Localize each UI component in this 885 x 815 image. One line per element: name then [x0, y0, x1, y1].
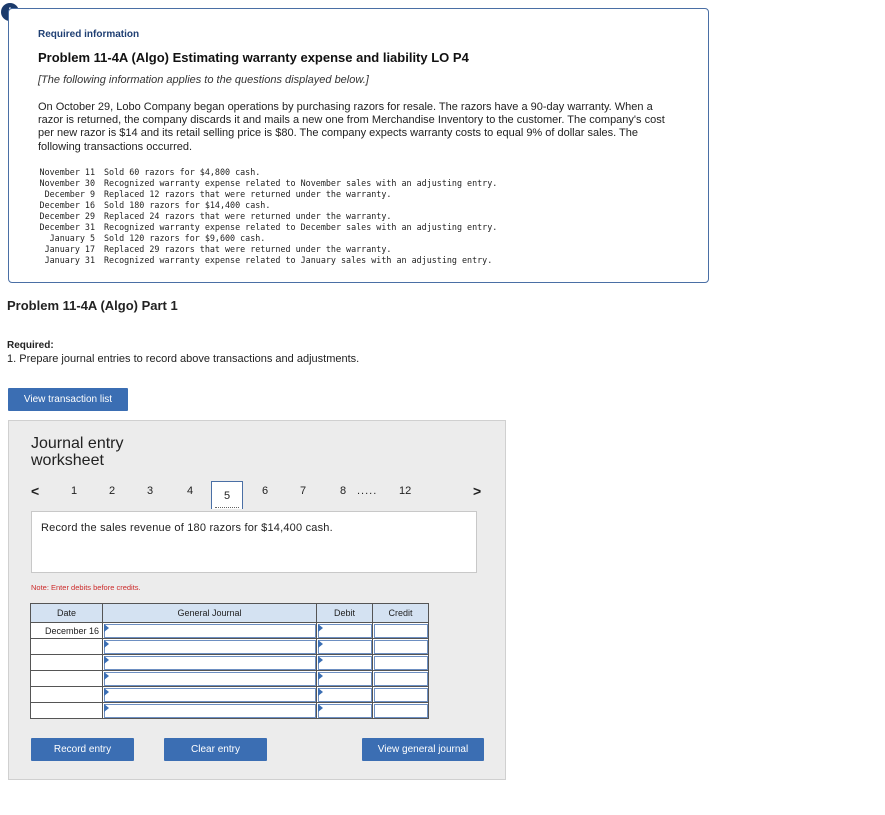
transaction-row [38, 222, 497, 233]
transaction-text: Recognized warranty expense related to January sales with an adjusting entry. [104, 255, 493, 265]
transaction-row [38, 189, 497, 200]
page-7[interactable]: 7 [300, 485, 307, 497]
transaction-row [38, 167, 497, 178]
debit-input[interactable] [317, 623, 373, 639]
transaction-date: November 30 [39, 178, 95, 188]
part-title: Problem 11-4A (Algo) Part 1 [7, 298, 178, 313]
transaction-text: Sold 60 razors for $4,800 cash. [104, 167, 261, 177]
transaction-date: January 5 [49, 233, 95, 243]
date-cell[interactable] [31, 655, 103, 671]
credit-input[interactable] [373, 703, 429, 719]
next-arrow-icon[interactable]: > [473, 483, 482, 499]
debit-input[interactable] [317, 655, 373, 671]
required-text: 1. Prepare journal entries to record above transactions and adjustments. [7, 353, 360, 365]
debit-header: Debit [317, 604, 373, 623]
date-cell[interactable] [31, 703, 103, 719]
transaction-row [38, 233, 497, 244]
credit-input[interactable] [373, 671, 429, 687]
general-journal-header: General Journal [103, 604, 317, 623]
transaction-date: January 17 [44, 244, 95, 254]
page-5-current[interactable]: 5 [211, 481, 243, 509]
page-1[interactable]: 1 [71, 485, 78, 497]
entry-note: Note: Enter debits before credits. [31, 583, 141, 592]
info-label: Required information [38, 29, 140, 40]
credit-input[interactable] [373, 655, 429, 671]
problem-intro: On October 29, Lobo Company began operations by purchasing razors for resale. The razors have a 90-day warranty. When a razor is returned, the company discards it and mails a new one from Merchandise Inventory to the customer. The company's cost per new razor is $14 and its retail selling price is $80. The company expects warranty costs to equal 9% of dollar sales. The following transactions occurred. [38, 101, 665, 153]
transaction-date: December 29 [39, 211, 95, 221]
page-4[interactable]: 4 [187, 485, 194, 497]
journal-table [30, 603, 429, 719]
record-entry-button[interactable]: Record entry [31, 738, 134, 761]
credit-input[interactable] [373, 687, 429, 703]
table-row [31, 703, 429, 719]
transaction-row [38, 178, 497, 189]
transaction-date: December 31 [39, 222, 95, 232]
date-cell[interactable] [31, 671, 103, 687]
problem-title: Problem 11-4A (Algo) Estimating warranty expense and liability LO P4 [38, 50, 469, 65]
required-information-panel [8, 8, 709, 283]
account-input[interactable] [103, 639, 317, 655]
task-description-box [31, 511, 477, 573]
task-text: Record the sales revenue of 180 razors for $14,400 cash. [41, 522, 333, 534]
transaction-list [38, 167, 497, 266]
debit-input[interactable] [317, 639, 373, 655]
credit-input[interactable] [373, 639, 429, 655]
transaction-text: Replaced 24 razors that were returned under the warranty. [104, 211, 392, 221]
prev-arrow-icon[interactable]: < [31, 483, 40, 499]
page-ellipsis: ..... [357, 485, 378, 497]
transaction-row [38, 244, 497, 255]
table-row [31, 687, 429, 703]
transaction-row [38, 200, 497, 211]
transaction-row [38, 211, 497, 222]
transaction-text: Sold 120 razors for $9,600 cash. [104, 233, 266, 243]
table-header-row [31, 604, 429, 623]
account-input[interactable] [103, 623, 317, 639]
view-transaction-list-button[interactable]: View transaction list [8, 388, 128, 411]
account-input[interactable] [103, 703, 317, 719]
transaction-date: November 11 [39, 167, 95, 177]
date-header: Date [31, 604, 103, 623]
journal-entry-worksheet [8, 420, 506, 780]
page-6[interactable]: 6 [262, 485, 269, 497]
transaction-date: December 9 [44, 189, 95, 199]
account-input[interactable] [103, 671, 317, 687]
account-input[interactable] [103, 687, 317, 703]
debit-input[interactable] [317, 671, 373, 687]
debit-input[interactable] [317, 703, 373, 719]
transaction-text: Recognized warranty expense related to November sales with an adjusting entry. [104, 178, 498, 188]
transaction-date: January 31 [44, 255, 95, 265]
table-row [31, 639, 429, 655]
transaction-text: Recognized warranty expense related to December sales with an adjusting entry. [104, 222, 498, 232]
table-row [31, 671, 429, 687]
view-general-journal-button[interactable]: View general journal [362, 738, 484, 761]
transaction-text: Replaced 29 razors that were returned under the warranty. [104, 244, 392, 254]
account-input[interactable] [103, 655, 317, 671]
table-row [31, 623, 429, 639]
credit-header: Credit [373, 604, 429, 623]
date-cell[interactable]: December 16 [31, 623, 103, 639]
table-row [31, 655, 429, 671]
date-cell[interactable] [31, 639, 103, 655]
page-2[interactable]: 2 [109, 485, 116, 497]
transaction-text: Sold 180 razors for $14,400 cash. [104, 200, 271, 210]
transaction-text: Replaced 12 razors that were returned under the warranty. [104, 189, 392, 199]
page-12[interactable]: 12 [399, 485, 412, 497]
applies-note: [The following information applies to the questions displayed below.] [38, 74, 369, 86]
transaction-date: December 16 [39, 200, 95, 210]
transaction-row [38, 255, 497, 266]
page-3[interactable]: 3 [147, 485, 154, 497]
worksheet-title: Journal entry worksheet [31, 435, 124, 469]
date-cell[interactable] [31, 687, 103, 703]
clear-entry-button[interactable]: Clear entry [164, 738, 267, 761]
required-label: Required: [7, 340, 54, 351]
credit-input[interactable] [373, 623, 429, 639]
page-8[interactable]: 8 [340, 485, 347, 497]
debit-input[interactable] [317, 687, 373, 703]
